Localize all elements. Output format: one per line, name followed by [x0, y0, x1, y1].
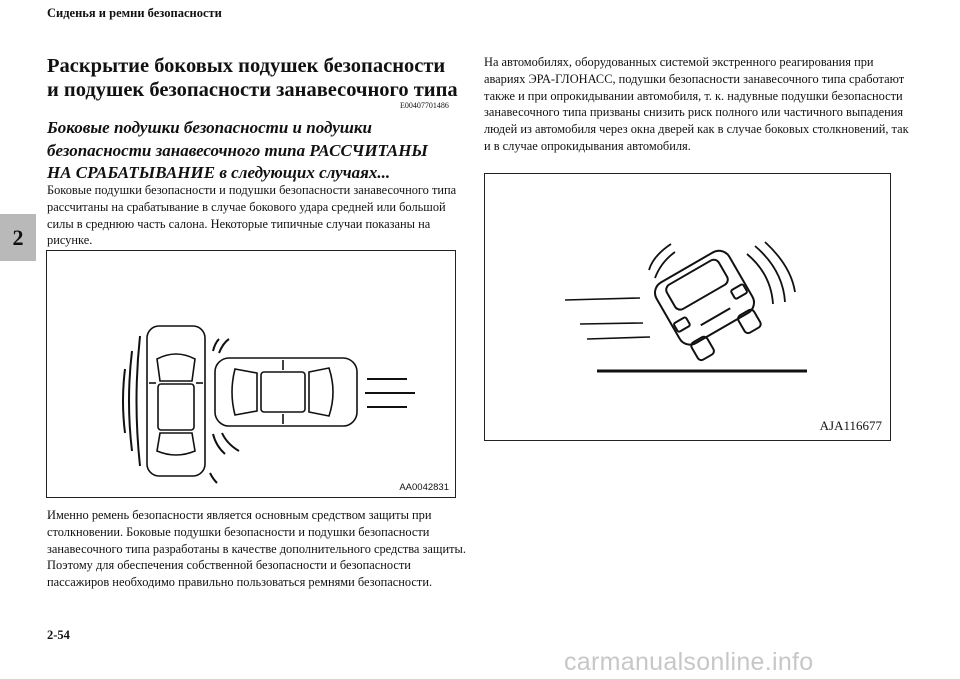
subsection-title-line-1: Боковые подушки безопасности и подушки — [47, 118, 372, 137]
struck-car-roof — [261, 372, 305, 412]
side-impact-illustration — [47, 251, 455, 497]
struck-car-windshield — [309, 368, 333, 416]
striking-car-rear-window — [157, 433, 195, 455]
page-number: 2-54 — [47, 628, 70, 642]
subsection-title — [47, 117, 457, 185]
striking-car-windshield — [157, 354, 195, 381]
vibration-arcs-top — [213, 339, 229, 353]
figure-side-impact — [46, 250, 456, 498]
striking-car-body — [147, 326, 205, 476]
subsection-title-line-3: НА СРАБАТЫВАНИЕ в следующих случаях... — [47, 163, 391, 182]
chapter-tab — [0, 214, 36, 261]
striking-car-roof — [158, 384, 194, 430]
impact-motion-lines — [365, 379, 415, 407]
struck-car-rear-window — [232, 369, 257, 415]
paragraph-era-glonass: На автомобилях, оборудованных системой экстренного реагирования при авариях ЭРА-ГЛОНАСС, подушки безопасности занавесочного типа сработают также и при опрокидывании автомобиля, т. к. надувные подушки безопасности занавесочного типа призваны снизить риск полного или частичного выпадения людей из автомобиля через окна дверей как в случае боковых столкновений, так и в случае опрокидывания автомобиля. — [484, 55, 909, 153]
figure-rollover-code: AJA116677 — [819, 418, 882, 433]
rollover-illustration — [485, 174, 890, 440]
subsection-title-line-2: безопасности занавесочного типа РАССЧИТАНЫ — [47, 140, 428, 160]
section-title — [47, 54, 467, 102]
running-header: Сиденья и ремни безопасности — [47, 6, 222, 20]
figure-side-impact-code: AA0042831 — [399, 482, 449, 493]
vibration-arcs-bottom — [210, 433, 239, 483]
watermark: carmanualsonline.info — [564, 648, 814, 676]
paragraph-seat-belt: Именно ремень безопасности является основным средством защиты при столкновении. Боковые подушки безопасности и подушки безопасности занавесочного типа разработаны в качестве дополнительного средства защиты. Поэтому для обеспечения собственной безопасности и безопасности пассажиров необходимо правильно пользоваться ремнями безопасности. — [47, 508, 466, 590]
paragraph-side-impact: Боковые подушки безопасности и подушки безопасности занавесочного типа рассчитаны на срабатывание в случае бокового удара средней или большой силы в среднюю часть салона. Некоторые типичные случаи показаны на рисунке. — [47, 183, 457, 248]
struck-car-body — [215, 358, 357, 426]
rollover-speed-lines — [565, 298, 650, 339]
figure-rollover — [484, 173, 891, 441]
chapter-number: 2 — [12, 224, 24, 250]
rolling-car — [651, 246, 768, 364]
section-title-line-2: и подушек безопасности занавесочного типа — [47, 79, 458, 101]
vibration-arcs-left — [123, 336, 140, 466]
section-code: E00407701486 — [400, 101, 449, 110]
section-title-line-1: Раскрытие боковых подушек безопасности — [47, 55, 446, 77]
